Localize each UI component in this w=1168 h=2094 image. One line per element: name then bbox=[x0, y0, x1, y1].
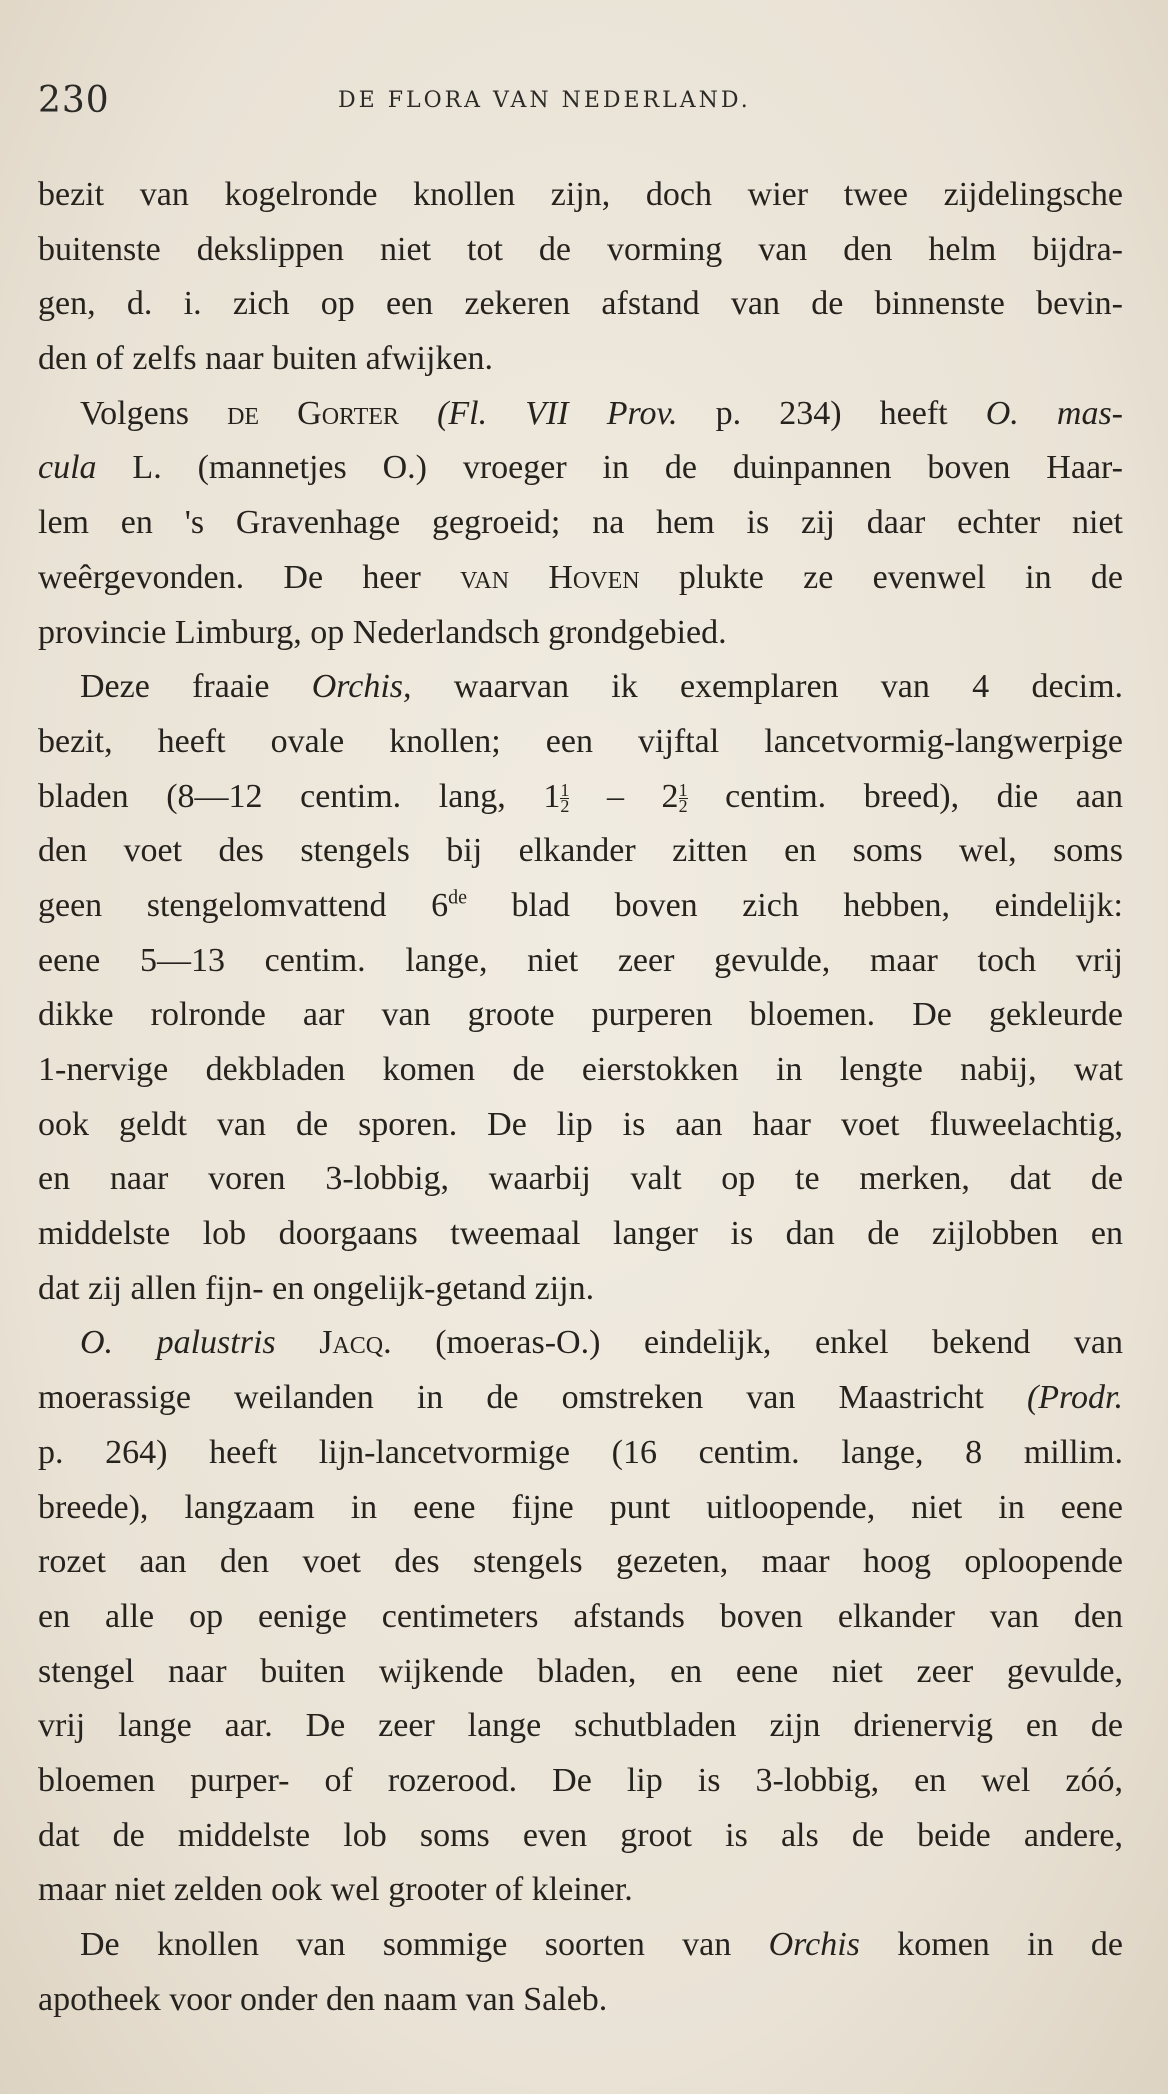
text-run: Deze fraaie bbox=[80, 668, 270, 706]
text-line: den voet des stengels bij elkander zitten en soms wel, soms bbox=[38, 832, 1123, 870]
text-line: maar niet zelden ook wel grooter of kleiner. bbox=[38, 1871, 633, 1909]
species-name: cula bbox=[38, 449, 97, 487]
text-line: dat de middelste lob soms even groot is als de beide andere, bbox=[38, 1816, 1123, 1854]
text-line: buitenste dekslippen niet tot de vorming van den helm bijdra- bbox=[38, 230, 1123, 268]
text-run: moerassige weilanden in de omstreken van Maastricht bbox=[38, 1379, 984, 1417]
text-run: bladen (8—12 centim. lang, 1 bbox=[38, 777, 561, 815]
text-line: bloemen purper- of rozerood. De lip is 3-lobbig, en wel zóó, bbox=[38, 1761, 1123, 1799]
text-line: bezit, heeft ovale knollen; een vijftal lancetvormig-langwerpige bbox=[38, 722, 1123, 760]
text-line: lem en 's Gravenhage gegroeid; na hem is zij daar echter niet bbox=[38, 504, 1123, 542]
text-line bbox=[38, 441, 1123, 496]
text-line: den of zelfs naar buiten afwijken. bbox=[38, 340, 494, 378]
fraction-half bbox=[678, 780, 688, 817]
fraction-denominator: 2 bbox=[678, 796, 688, 817]
text-line: dat zij allen fijn- en ongelijk-getand zijn. bbox=[38, 1269, 595, 1307]
text-run: (moeras-O.) eindelijk, enkel bekend van bbox=[435, 1324, 1123, 1362]
text-run: – 2 bbox=[569, 777, 679, 815]
fraction-numerator: 1 bbox=[678, 780, 688, 801]
text-line bbox=[38, 387, 1123, 442]
text-line: apotheek voor onder den naam van Saleb. bbox=[38, 1980, 608, 2018]
text-line: vrij lange aar. De zeer lange schutbladen zijn drienervig en de bbox=[38, 1707, 1123, 1745]
text-run: waarvan ik exemplaren van 4 decim. bbox=[453, 668, 1124, 706]
text-run: De knollen van sommige soorten van bbox=[80, 1926, 732, 1963]
author-name: Jacq. bbox=[319, 1324, 392, 1362]
text-run: blad boven zich hebben, eindelijk: bbox=[511, 886, 1124, 924]
text-run: p. 234) heeft bbox=[715, 394, 948, 432]
text-line bbox=[38, 551, 1123, 606]
text-run: geen stengelomvattend 6 bbox=[38, 886, 449, 924]
text-run: komen in de bbox=[897, 1926, 1124, 1963]
text-line bbox=[38, 660, 1123, 715]
text-line: 1-nervige dekbladen komen de eierstokken in lengte nabij, wat bbox=[38, 1051, 1123, 1088]
text-line bbox=[38, 770, 1123, 825]
genus-name: Orchis bbox=[768, 1926, 860, 1963]
text-line: ook geldt van de sporen. De lip is aan haar voet fluweelachtig, bbox=[38, 1105, 1123, 1143]
ordinal-suffix: de bbox=[448, 886, 467, 909]
citation: (Fl. VII Prov. bbox=[437, 394, 678, 432]
text-line bbox=[38, 1316, 1123, 1371]
body-text bbox=[38, 168, 1123, 2027]
text-line: en alle op eenige centimeters afstands boven elkander van den bbox=[38, 1597, 1123, 1635]
text-line: bezit van kogelronde knollen zijn, doch wier twee zijdelingsche bbox=[38, 176, 1123, 213]
genus-name: Orchis, bbox=[311, 668, 412, 706]
text-run: Volgens bbox=[80, 394, 189, 432]
text-line: middelste lob doorgaans tweemaal langer is dan de zijlobben en bbox=[38, 1215, 1123, 1253]
page-header bbox=[38, 80, 1128, 130]
text-run: weêrgevonden. De heer bbox=[38, 558, 421, 596]
text-line bbox=[38, 879, 1123, 934]
person-name: van Hoven bbox=[460, 558, 640, 596]
text-line: breede), langzaam in eene fijne punt uitloopende, niet in eene bbox=[38, 1488, 1123, 1526]
text-line bbox=[38, 1371, 1123, 1426]
fraction-numerator: 1 bbox=[560, 780, 570, 801]
text-run: plukte ze evenwel in de bbox=[678, 558, 1123, 596]
text-line bbox=[38, 1918, 1123, 1973]
text-line: en naar voren 3-lobbig, waarbij valt op te merken, dat de bbox=[38, 1160, 1123, 1198]
text-run: L. (mannetjes O.) vroeger in de duinpannen boven Haar- bbox=[132, 449, 1123, 487]
author-name: de Gorter bbox=[227, 394, 399, 432]
page-number: 230 bbox=[38, 80, 110, 121]
text-line: gen, d. i. zich op een zekeren afstand van de binnenste bevin- bbox=[38, 285, 1123, 323]
text-line: dikke rolronde aar van groote purperen bloemen. De gekleurde bbox=[38, 996, 1123, 1034]
text-line: provincie Limburg, op Nederlandsch grondgebied. bbox=[38, 613, 727, 651]
running-title: DE FLORA VAN NEDERLAND. bbox=[338, 88, 751, 113]
text-run: centim. breed), die aan bbox=[725, 777, 1123, 815]
text-line: rozet aan den voet des stengels gezeten, maar hoog oploopende bbox=[38, 1543, 1123, 1581]
fraction-denominator: 2 bbox=[560, 796, 570, 817]
species-name: O. palustris bbox=[80, 1324, 276, 1362]
citation: (Prodr. bbox=[1026, 1379, 1123, 1417]
text-line: stengel naar buiten wijkende bladen, en eene niet zeer gevulde, bbox=[38, 1652, 1123, 1690]
text-line: p. 264) heeft lijn-lancetvormige (16 centim. lange, 8 millim. bbox=[38, 1433, 1123, 1471]
species-name: O. mas- bbox=[985, 394, 1124, 432]
text-line: eene 5—13 centim. lange, niet zeer gevulde, maar toch vrij bbox=[38, 941, 1123, 979]
